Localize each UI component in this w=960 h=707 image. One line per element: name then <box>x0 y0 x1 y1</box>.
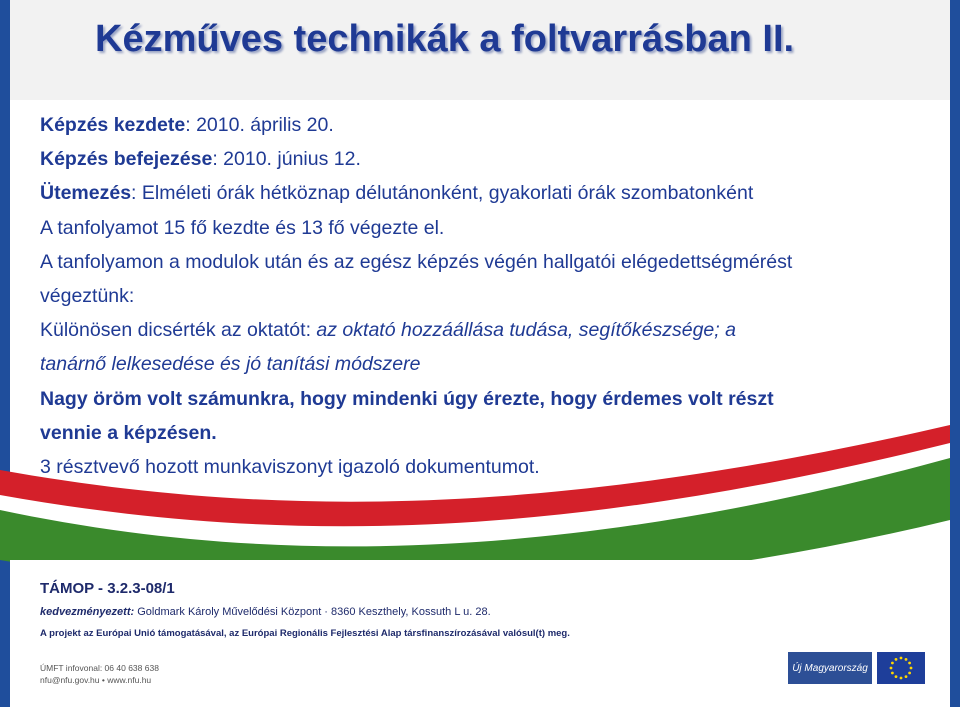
employment-line: 3 résztvevő hozott munkaviszonyt igazoló dokumentumot. <box>40 456 540 479</box>
survey-line-2: végeztünk: <box>40 285 135 308</box>
beneficiary-value: Goldmark Károly Művelődési Központ · 8360 Keszthely, Kossuth L u. 28. <box>137 606 491 618</box>
survey-line-1: A tanfolyamon a modulok után és az egész képzés végén hallgatói elégedettségmérést <box>40 250 793 273</box>
schedule-line <box>40 176 940 210</box>
end-date-line <box>40 142 940 176</box>
end-date-label: Képzés befejezése <box>40 148 213 171</box>
beneficiary-label: kedvezményezett: <box>40 606 135 618</box>
eu-flag-icon <box>877 652 925 684</box>
participants-line: A tanfolyamot 15 fő kezdte és 13 fő végezte el. <box>40 216 445 239</box>
end-date-value: : 2010. június 12. <box>212 148 361 171</box>
page-title: Kézműves technikák a foltvarrásban II. <box>95 18 795 60</box>
start-date-value: : 2010. április 20. <box>185 114 334 136</box>
joy-line-1: Nagy öröm volt számunkra, hogy mindenki úgy érezte, hogy érdemes volt részt <box>40 387 774 410</box>
praise-line-1 <box>40 313 940 347</box>
contact-web: nfu@nfu.gov.hu • www.nfu.hu <box>40 675 152 685</box>
eu-funding-text: A projekt az Európai Unió támogatásával, az Európai Regionális Fejlesztési Alap társfinanszírozásával valósul(t) meg. <box>40 628 570 639</box>
praise-italic-1: az oktató hozzáállása tudása, segítőkészsége; a <box>316 319 736 342</box>
uj-magyarorszag-logo: Új Magyarország <box>788 652 872 684</box>
praise-line-2: tanárnő lelkesedése és jó tanítási módszere <box>40 353 421 376</box>
contact-phone: ÚMFT infovonal: 06 40 638 638 <box>40 663 159 673</box>
schedule-value: : Elméleti órák hétköznap délutánonként, gyakorlati órák szombatonként <box>131 182 754 205</box>
content-body <box>40 108 940 484</box>
praise-text: Különösen dicsérték az oktatót: <box>40 319 317 342</box>
start-date-label: Képzés kezdete <box>40 114 186 136</box>
contact-info <box>40 662 159 686</box>
joy-line-2: vennie a képzésen. <box>40 421 217 444</box>
program-code: TÁMOP - 3.2.3-08/1 <box>40 580 175 597</box>
schedule-label: Ütemezés <box>40 182 132 205</box>
start-date-line <box>40 108 940 142</box>
beneficiary-line <box>40 606 491 618</box>
